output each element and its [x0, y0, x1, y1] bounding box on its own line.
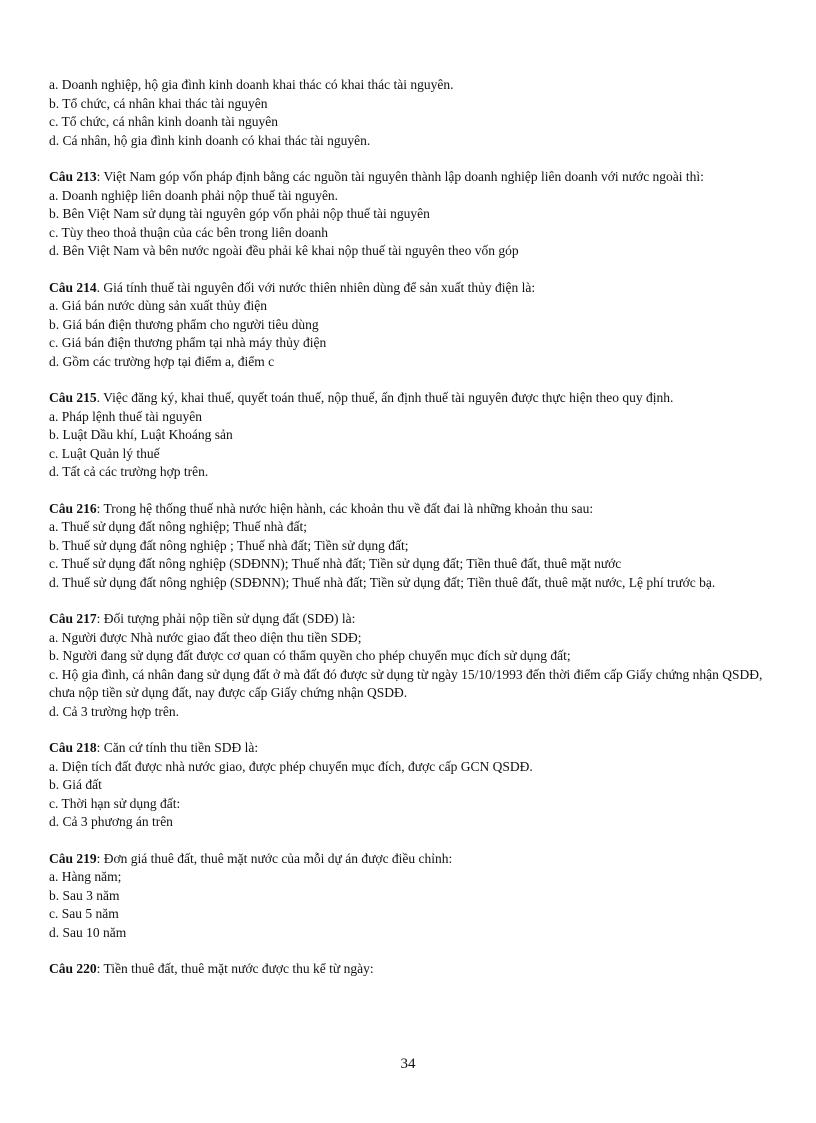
answer-option: d. Thuế sử dụng đất nông nghiệp (SDĐNN); Thuế nhà đất; Tiền sử dụng đất; Tiền thuê đất, thuê mặt nước, Lệ phí trước bạ.	[49, 574, 716, 590]
answer-option: b. Bên Việt Nam sử dụng tài nguyên góp vốn phải nộp thuế tài nguyên	[49, 206, 430, 221]
answer-option: c. Thời hạn sử dụng đất:	[49, 795, 181, 811]
answer-option: c. Sau 5 năm	[49, 906, 119, 921]
question-number: Câu 217	[49, 611, 97, 626]
question-block	[49, 279, 769, 372]
question-text: : Việt Nam góp vốn pháp định bằng các nguồn tài nguyên thành lập doanh nghiệp liên doanh với nước ngoài thì:	[96, 169, 704, 184]
answer-option: c. Tùy theo thoả thuận của các bên trong liên doanh	[49, 224, 329, 240]
question-block	[49, 389, 769, 482]
answer-option: a. Hàng năm;	[49, 869, 122, 884]
answer-option: d. Cả 3 phương án trên	[49, 814, 173, 829]
question-block	[49, 168, 769, 261]
answer-option: c. Tổ chức, cá nhân kinh doanh tài nguyên	[49, 114, 278, 129]
question-block	[49, 500, 769, 593]
question-stem	[49, 279, 769, 298]
answer-option: d. Gồm các trường hợp tại điểm a, điểm c	[49, 353, 275, 369]
question-stem	[49, 500, 769, 519]
answer-option: c. Thuế sử dụng đất nông nghiệp (SDĐNN); Thuế nhà đất; Tiền sử dụng đất; Tiền thuê đất, thuê mặt nước	[49, 556, 622, 571]
answer-option: a. Doanh nghiệp liên doanh phải nộp thuế tài nguyên.	[49, 187, 339, 203]
answer-option: c. Luật Quản lý thuế	[49, 445, 160, 461]
answer-option: b. Giá bán điện thương phẩm cho người tiêu dùng	[49, 316, 319, 332]
answer-option: a. Thuế sử dụng đất nông nghiệp; Thuế nhà đất;	[49, 519, 308, 534]
question-number: Câu 218	[49, 740, 97, 755]
answer-option: b. Sau 3 năm	[49, 887, 120, 903]
question-number: Câu 220	[49, 961, 97, 976]
answer-option: b. Tổ chức, cá nhân khai thác tài nguyên	[49, 95, 268, 111]
question-text: : Đối tượng phải nộp tiền sử dụng đất (SDĐ) là:	[96, 611, 356, 626]
question-text: : Trong hệ thống thuế nhà nước hiện hành, các khoản thu về đất đai là những khoản thu sau:	[96, 500, 594, 516]
question-text: : Đơn giá thuê đất, thuê mặt nước của mỗi dự án được điều chỉnh:	[96, 850, 453, 866]
question-number: Câu 214	[49, 279, 97, 295]
answer-option: d. Tất cả các trường hợp trên.	[49, 464, 209, 479]
answer-option: c. Hộ gia đình, cá nhân đang sử dụng đất ở mà đất đó được sử dụng từ ngày 15/10/1993 đến thời điểm cấp Giấy chứng nhận QSDĐ, chưa nộp tiền sử dụng đất, nay được cấp Giấy chứng nhận QSDĐ.	[49, 666, 763, 700]
question-block	[49, 850, 769, 943]
question-stem	[49, 610, 769, 629]
document-body	[49, 76, 769, 997]
answer-option: b. Luật Dầu khí, Luật Khoáng sản	[49, 427, 233, 442]
question-stem	[49, 739, 769, 758]
question-block	[49, 739, 769, 832]
answer-option: a. Doanh nghiệp, hộ gia đình kinh doanh khai thác có khai thác tài nguyên.	[49, 77, 454, 92]
question-text: . Việc đăng ký, khai thuế, quyết toán thuế, nộp thuế, ấn định thuế tài nguyên được thực hiện theo quy định.	[96, 390, 674, 405]
question-number: Câu 219	[49, 850, 97, 866]
question-number: Câu 215	[49, 390, 97, 405]
question-number: Câu 216	[49, 500, 97, 516]
question-block	[49, 960, 769, 979]
question-stem	[49, 168, 769, 187]
answer-option: d. Sau 10 năm	[49, 924, 127, 940]
answer-option: d. Bên Việt Nam và bên nước ngoài đều phải kê khai nộp thuế tài nguyên theo vốn góp	[49, 243, 519, 258]
answer-option: b. Người đang sử dụng đất được cơ quan có thẩm quyền cho phép chuyển mục đích sử dụng đất;	[49, 648, 571, 663]
intro-options	[49, 76, 769, 150]
question-number: Câu 213	[49, 169, 97, 184]
question-block	[49, 610, 769, 721]
answer-option: b. Giá đất	[49, 777, 102, 792]
answer-option: d. Cá nhân, hộ gia đình kinh doanh có khai thác tài nguyên.	[49, 132, 371, 148]
question-text: . Giá tính thuế tài nguyên đối với nước thiên nhiên dùng để sản xuất thủy điện là:	[96, 279, 536, 295]
question-stem	[49, 850, 769, 869]
answer-option: a. Người được Nhà nước giao đất theo diện thu tiền SDĐ;	[49, 629, 362, 645]
answer-option: a. Pháp lệnh thuế tài nguyên	[49, 408, 202, 424]
answer-option: a. Giá bán nước dùng sản xuất thủy điện	[49, 298, 268, 313]
question-text: : Căn cứ tính thu tiền SDĐ là:	[96, 740, 259, 755]
question-text: : Tiền thuê đất, thuê mặt nước được thu kể từ ngày:	[96, 961, 374, 976]
answer-option: b. Thuế sử dụng đất nông nghiệp ; Thuế nhà đất; Tiền sử dụng đất;	[49, 537, 409, 553]
page-number: 34	[400, 1056, 416, 1072]
answer-option: a. Diện tích đất được nhà nước giao, được phép chuyển mục đích, được cấp GCN QSDĐ.	[49, 758, 533, 774]
question-stem	[49, 960, 769, 979]
question-stem	[49, 389, 769, 408]
answer-option: c. Giá bán điện thương phẩm tại nhà máy thủy điện	[49, 335, 327, 350]
answer-option: d. Cả 3 trường hợp trên.	[49, 703, 179, 719]
